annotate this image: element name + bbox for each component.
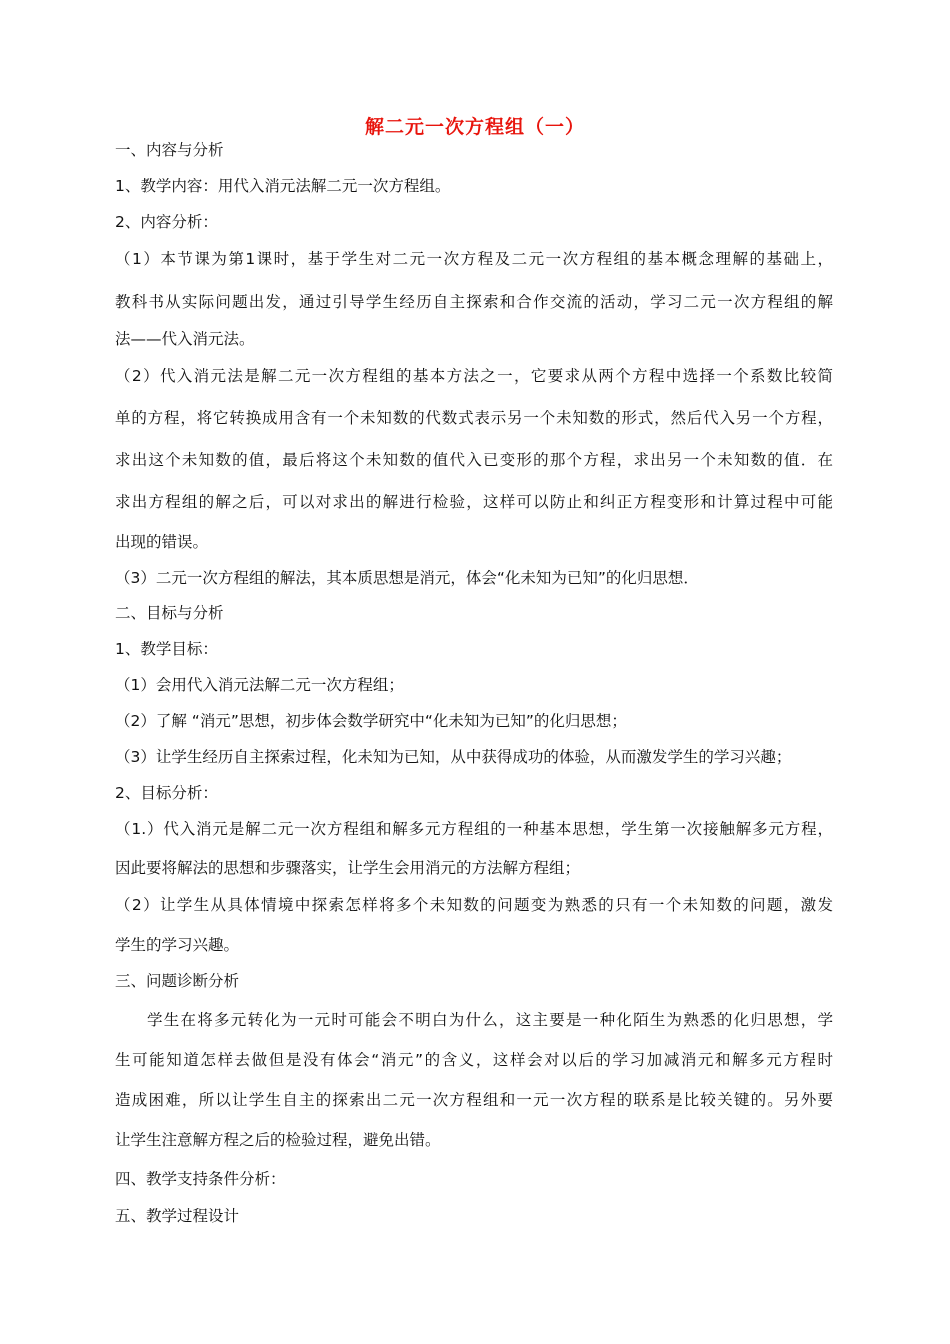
- paragraph-line: 求出这个未知数的值，最后将这个未知数的值代入已变形的那个方程，求出另一个未知数的值．在: [115, 451, 833, 469]
- section-heading: 五、教学过程设计: [115, 1207, 240, 1225]
- paragraph-line: 单的方程，将它转换成用含有一个未知数的代数式表示另一个未知数的形式，然后代入另一个方程，: [115, 409, 833, 427]
- section-heading: 四、教学支持条件分析：: [115, 1170, 286, 1188]
- paragraph-line: （1）本节课为第1课时，基于学生对二元一次方程及二元一次方程组的基本概念理解的基础上，: [115, 250, 833, 268]
- paragraph-line: 学生的学习兴趣。: [115, 936, 240, 954]
- section-heading: 二、目标与分析: [115, 604, 224, 622]
- paragraph-line: 让学生注意解方程之后的检验过程，避免出错。: [115, 1131, 441, 1149]
- paragraph-line: 出现的错误。: [115, 533, 209, 551]
- paragraph-line: （3）让学生经历自主探索过程，化未知为已知，从中获得成功的体验，从而激发学生的学习兴趣；: [115, 748, 792, 766]
- paragraph-line: （2）让学生从具体情境中探索怎样将多个未知数的问题变为熟悉的只有一个未知数的问题，激发: [115, 896, 833, 914]
- paragraph-line: 2、内容分析：: [115, 213, 218, 231]
- paragraph-line: 1、教学内容：用代入消元法解二元一次方程组。: [115, 177, 451, 195]
- section-heading: 一、内容与分析: [115, 141, 224, 159]
- paragraph-line: （1.）代入消元是解二元一次方程组和解多元方程组的一种基本思想，学生第一次接触解多元方程，: [115, 820, 833, 838]
- paragraph-line: 1、教学目标：: [115, 640, 218, 658]
- document-title: 解二元一次方程组（一）: [364, 116, 585, 138]
- paragraph-line: （2）了解 “消元”思想，初步体会数学研究中“化未知为已知”的化归思想；: [115, 712, 627, 730]
- paragraph-line: 法——代入消元法。: [115, 330, 255, 348]
- paragraph-line: 因此要将解法的思想和步骤落实，让学生会用消元的方法解方程组；: [115, 859, 581, 877]
- paragraph-line: 学生在将多元转化为一元时可能会不明白为什么，这主要是一种化陌生为熟悉的化归思想，学: [147, 1011, 833, 1029]
- section-heading: 三、问题诊断分析: [115, 972, 240, 990]
- paragraph-line: 求出方程组的解之后，可以对求出的解进行检验，这样可以防止和纠正方程变形和计算过程中可能: [115, 493, 833, 511]
- paragraph-line: （1）会用代入消元法解二元一次方程组；: [115, 676, 404, 694]
- paragraph-line: （3）二元一次方程组的解法，其本质思想是消元，体会“化未知为已知”的化归思想．: [115, 569, 699, 587]
- paragraph-line: 生可能知道怎样去做但是没有体会“消元”的含义，这样会对以后的学习加减消元和解多元方程时: [115, 1051, 833, 1069]
- paragraph-line: 教科书从实际问题出发，通过引导学生经历自主探索和合作交流的活动，学习二元一次方程组的解: [115, 293, 833, 311]
- paragraph-line: 造成困难，所以让学生自主的探索出二元一次方程组和一元一次方程的联系是比较关键的。另外要: [115, 1091, 833, 1109]
- paragraph-line: （2）代入消元法是解二元一次方程组的基本方法之一，它要求从两个方程中选择一个系数比较简: [115, 367, 833, 385]
- paragraph-line: 2、目标分析：: [115, 784, 218, 802]
